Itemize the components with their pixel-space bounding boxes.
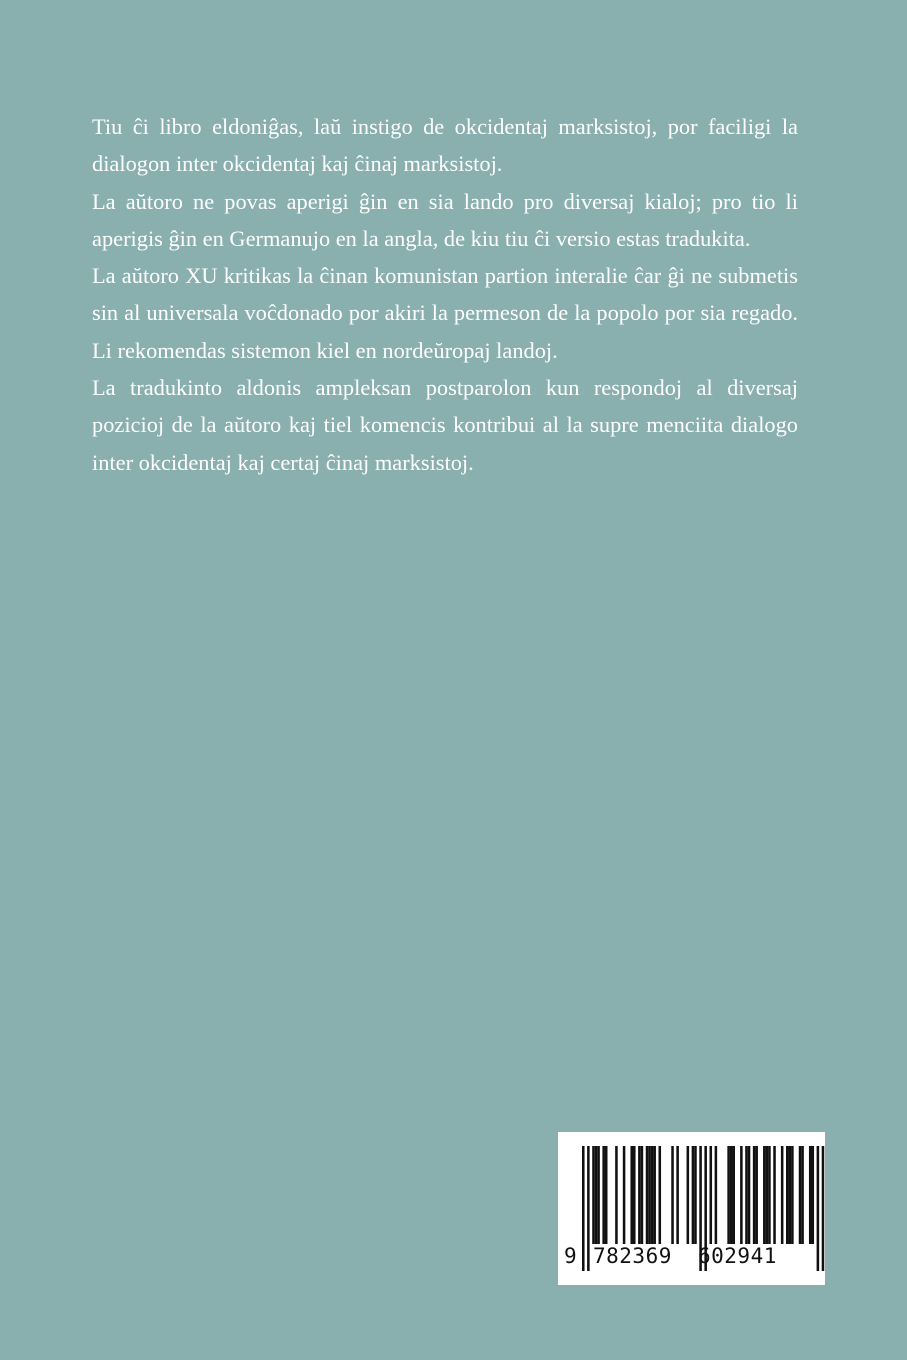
barcode-bar	[812, 1146, 815, 1244]
barcode-bar	[659, 1146, 662, 1244]
barcode-bar	[597, 1146, 600, 1244]
barcode-bar	[740, 1146, 743, 1244]
barcode-bar	[633, 1146, 636, 1244]
barcode-bar	[768, 1146, 771, 1244]
barcode-bar	[745, 1146, 748, 1244]
barcode-bar	[638, 1146, 641, 1244]
blurb-paragraph-1: Tiu ĉi libro eldoniĝas, laŭ instigo de okcidentaj marksistoj, por faciligi la dialogon inter okcidentaj kaj ĉinaj marksistoj.	[92, 114, 798, 177]
isbn-number	[558, 1244, 825, 1274]
blurb-paragraph-2: La aŭtoro ne povas aperigi ĝin en sia lando pro diversaj kialoj; pro tio li aperigis ĝin en Germanujo en la angla, de kiu tiu ĉi versio estas tradukita.	[92, 188, 798, 251]
barcode-bar	[710, 1146, 713, 1244]
barcode-bar	[692, 1146, 695, 1244]
blurb-paragraph-4: La tradukinto aldonis ampleksan postparolon kun respondoj al diversaj pozicioj de la aŭtoro kaj tiel komencis kontribui al la supre menciita dialogo inter okcidentaj kaj certaj ĉinaj marksistoj.	[92, 375, 798, 475]
isbn-left-group: 782369	[593, 1244, 672, 1268]
back-cover-blurb	[92, 108, 798, 481]
barcode-bar	[755, 1146, 758, 1244]
barcode-bar	[748, 1146, 751, 1244]
blurb-paragraph-3: La aŭtoro XU kritikas la ĉinan komunistan partion interalie ĉar ĝi ne submetis sin al universala voĉdonado por akiri la permeson de la popolo por sia regado. Li rekomendas sistemon kiel en nordeŭropaj landoj.	[92, 263, 798, 363]
barcode-bar	[789, 1146, 792, 1244]
barcode-bar	[786, 1146, 789, 1244]
barcode-bar	[595, 1146, 598, 1244]
barcode-bar	[801, 1146, 804, 1244]
barcode-bar	[727, 1146, 730, 1244]
isbn-barcode	[558, 1132, 825, 1285]
barcode-bar	[630, 1146, 633, 1244]
barcode-bar	[602, 1146, 605, 1244]
barcode-bar	[791, 1146, 794, 1244]
barcode-bar	[766, 1146, 769, 1244]
isbn-right-group: 602941	[698, 1244, 777, 1268]
isbn-first-digit: 9	[564, 1244, 577, 1268]
barcode-bar	[763, 1146, 766, 1244]
barcode-bar	[605, 1146, 608, 1244]
barcode-bar	[799, 1146, 802, 1244]
barcode-bar	[753, 1146, 756, 1244]
barcode-bar	[671, 1146, 674, 1244]
barcode-bar	[781, 1146, 784, 1244]
barcode-bar	[592, 1146, 595, 1244]
barcode-bar	[715, 1146, 718, 1244]
barcode-bar	[653, 1146, 656, 1244]
barcode-bar	[773, 1146, 776, 1244]
barcode-bar	[623, 1146, 626, 1244]
barcode-bar	[809, 1146, 812, 1244]
barcode-bar	[641, 1146, 644, 1244]
barcode-bar	[676, 1146, 679, 1244]
barcode-bar	[615, 1146, 618, 1244]
barcode-bar	[651, 1146, 654, 1244]
barcode-bar	[646, 1146, 649, 1244]
barcode-bar	[730, 1146, 733, 1244]
barcode-bar	[732, 1146, 735, 1244]
barcode-bar	[648, 1146, 651, 1244]
barcode-bar	[687, 1146, 690, 1244]
barcode-bar	[694, 1146, 697, 1244]
